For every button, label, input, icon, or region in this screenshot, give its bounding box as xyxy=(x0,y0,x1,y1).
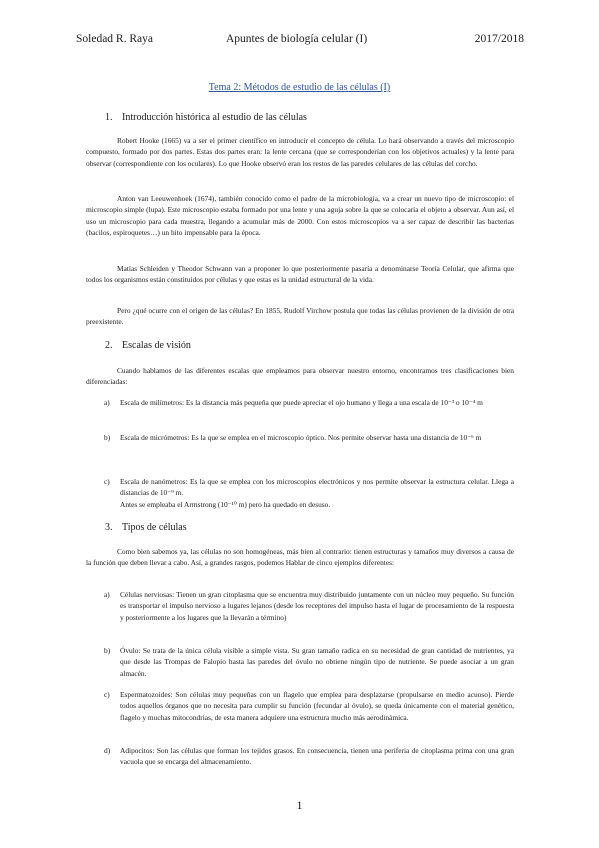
section-heading-1 xyxy=(105,112,307,123)
header-author: Soledad R. Raya xyxy=(76,33,153,45)
paragraph-virchow: Pero ¿qué ocurre con el origen de las células? En 1855, Rudolf Virchow postula que todas las células provienen de la división de otra preexistente. xyxy=(86,306,514,327)
paragraph-scales-intro: Cuando hablamos de las diferentes escalas que empleamos para observar nuestro entorno, encontramos tres clasificaciones bien diferenciadas: xyxy=(86,366,514,387)
page-header xyxy=(76,33,524,51)
list-label: a) xyxy=(104,590,110,599)
list-item xyxy=(104,476,514,510)
list-item xyxy=(104,689,514,723)
list-item xyxy=(104,397,514,408)
page-number: 1 xyxy=(296,798,303,812)
section-title: Tipos de células xyxy=(122,522,187,533)
list-text-continuation: Antes se empleaba el Armstrong (10⁻¹⁰ m) pero ha quedado en desuso. xyxy=(120,499,331,509)
list-label: c) xyxy=(104,690,110,699)
section-number: 3. xyxy=(105,522,113,533)
header-subject: Apuntes de biología celular (I) xyxy=(226,33,368,45)
list-text: Escala de milímetros: Es la distancia más pequeña que puede apreciar el ojo humano y llega a una escala de 10⁻³ o 10⁻⁴ m xyxy=(120,398,483,407)
section-title: Escalas de visión xyxy=(122,340,191,351)
header-year: 2017/2018 xyxy=(474,33,524,45)
section-number: 1. xyxy=(105,112,113,123)
list-text: Óvulo: Se trata de la única célula visible a simple vista. Su gran tamaño radica en su necesidad de gran cantidad de nutrientes, ya que desde las Trompas de Falopio hasta las paredes del óvulo no obtiene ningún tipo de nutriente. Se puede asociar a un gran almacén. xyxy=(120,646,514,678)
list-text: Escala de micrómetros: Es la que se emplea en el microscopio óptico. Nos permite observar hasta una distancia de 10⁻⁶ m xyxy=(120,433,482,442)
list-item xyxy=(104,745,514,768)
section-heading-2 xyxy=(105,340,191,351)
list-label: a) xyxy=(104,398,110,407)
list-text: Escala de nanómetros: Es la que se emplea con los microscopios electrónicos y nos permite observar la estructura celular. Llega a distancias de 10⁻⁹ m. xyxy=(120,477,514,498)
list-label: b) xyxy=(104,433,111,442)
section-heading-3 xyxy=(105,522,187,533)
paragraph-cell-theory: Matías Schleiden y Theodor Schwann van a proponer lo que posteriormente pasaría a denominarse Teoría Celular, que afirma que todos los organismos están constituidos por células y que estas es la unidad estructural de la vida. xyxy=(86,264,514,285)
list-label: c) xyxy=(104,477,110,486)
paragraph-leeuwenhoek: Anton van Leeuwenhoek (1674), también conocido como el padre de la microbiología, va a crear un nuevo tipo de microscopio: el microscopio simple (lupa). Este microscopio estaba formado por una lente y una aguja sobre la que se colocaría el objeto a observar. Aun así, el uso un microscopio para cada muestra, llegando a acumular más de 2000. Con estos microscopios va a ser capaz de describir las bacterias (bacilos, espiroquetes…) un hito impensable para la época. xyxy=(86,194,514,237)
list-label: d) xyxy=(104,746,111,755)
paragraph-cell-types-intro: Como bien sabemos ya, las células no son homogéneas, más bien al contrario: tienen estructuras y tamaños muy diversos a causa de la función que deben llevar a cabo. Así, a grandes rasgos, podemos Hablar de cinco ejemplos diferentes: xyxy=(86,547,514,568)
section-title: Introducción histórica al estudio de las células xyxy=(122,112,307,123)
section-number: 2. xyxy=(105,340,113,351)
list-item xyxy=(104,432,514,443)
document-title: Tema 2: Métodos de estudio de las células (I) xyxy=(208,82,391,93)
list-text: Adipocitos: Son las células que forman los tejidos grasos. En consecuencia, tienen una periferia de citoplasma prima con una gran vacuola que se encarga del almacenamiento. xyxy=(120,746,514,767)
list-text: Espermatozoides: Son células muy pequeñas con un flagelo que emplea para desplazarse (propulsarse en medio acuoso). Pierde todos aquellos órganos que no necesita para cumplir su función (fecundar al óvulo), se queda únicamente con el material genético, flagelo y muchas mitocondrias, de esta manera adquiere una estructura mucho más aerodinámica. xyxy=(120,690,514,722)
list-label: b) xyxy=(104,646,111,655)
list-item xyxy=(104,589,514,623)
list-item xyxy=(104,645,514,679)
list-text: Células nerviosas: Tienen un gran citoplasma que se encuentra muy distribuido juntamente con un núcleo muy pequeño. Su función es transportar el impulso nervioso a lugares lejanos (desde los receptores del impulso hasta el lugar de procesamiento de la respuesta y posteriormente a los lugares que la llevarán a término) xyxy=(120,590,514,622)
paragraph-hooke: Robert Hooke (1665) va a ser el primer científico en introducir el concepto de célula. Lo hará observando a través del microscopio compuesto, formado por dos partes. Estas dos partes eran: la lente cercana (que se corresponderían con los objetivos actuales) y la lente para observar (correspondiente con los oculares). Lo que Hooke observó eran los restos de las paredes celulares de las células del corcho. xyxy=(86,136,514,168)
